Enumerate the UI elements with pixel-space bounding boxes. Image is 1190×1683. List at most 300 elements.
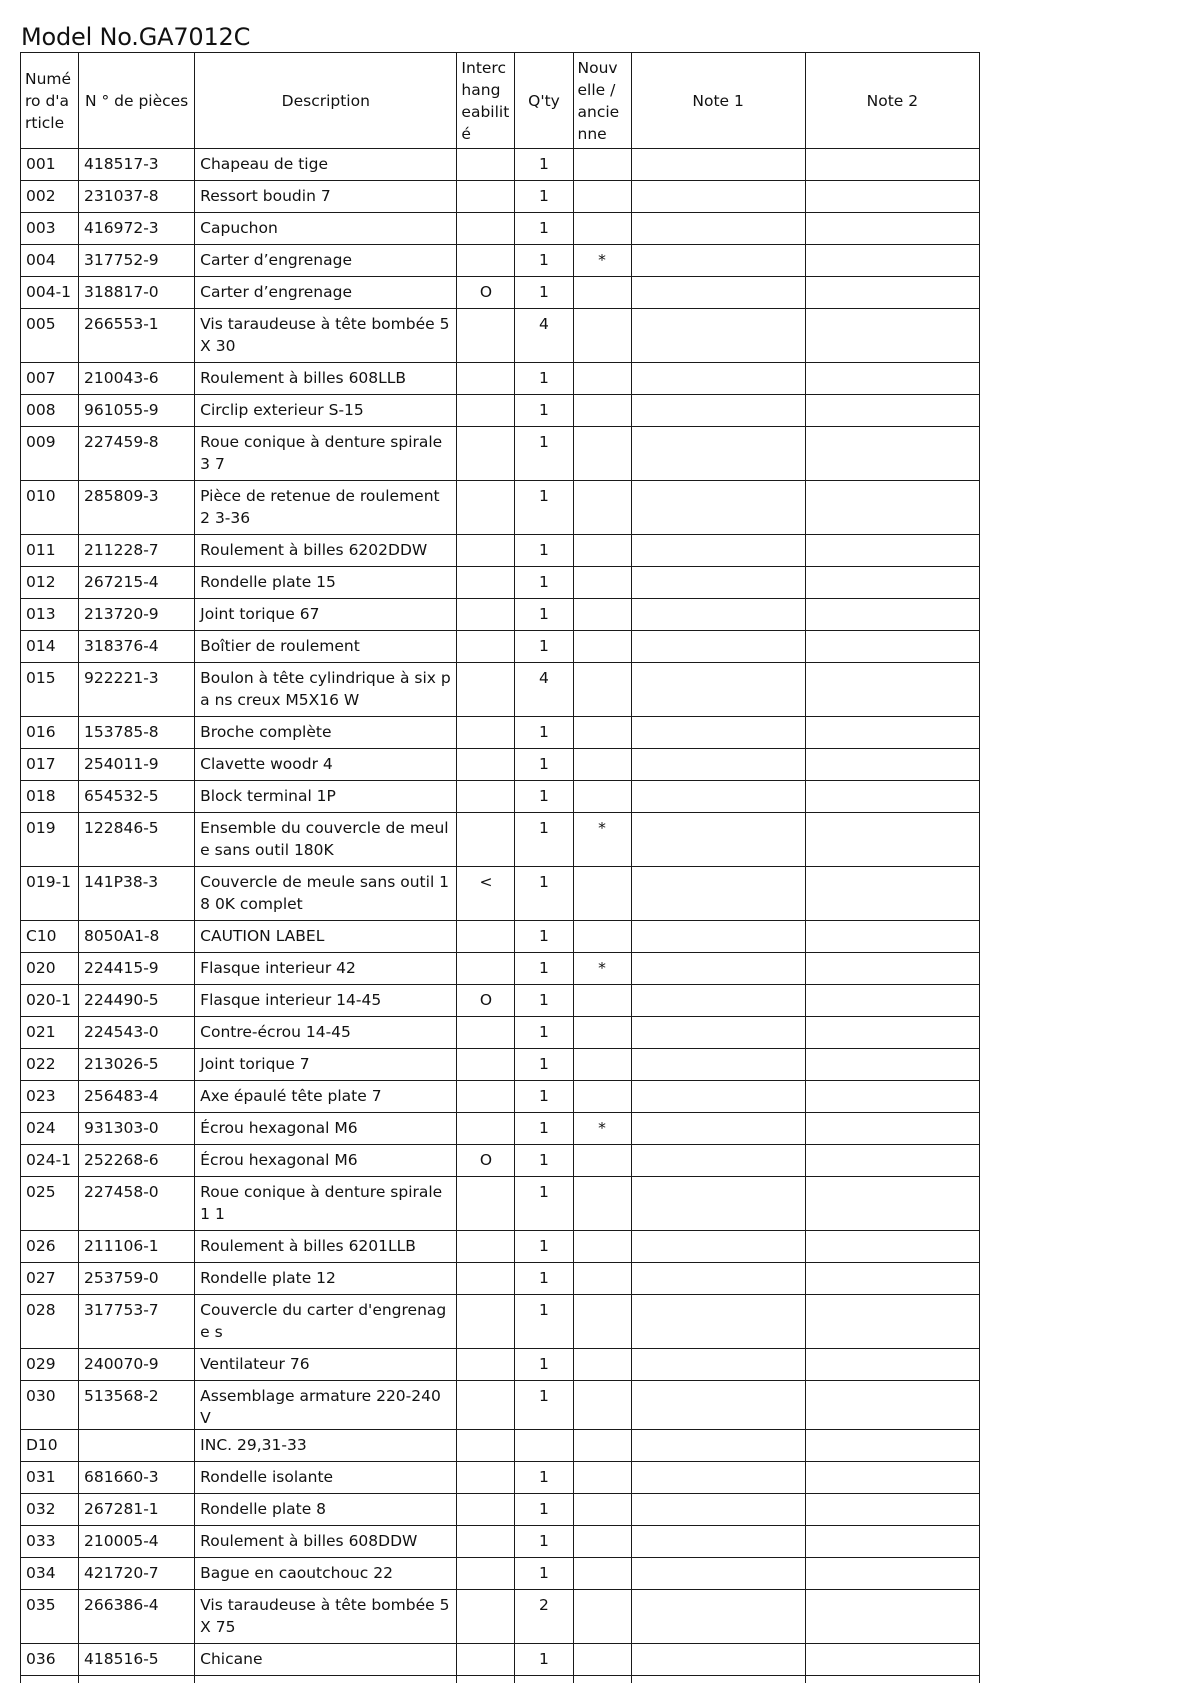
quantity-cell bbox=[515, 1430, 573, 1462]
quantity-cell: 1 bbox=[515, 149, 573, 181]
part-number-cell: 421720-7 bbox=[79, 1558, 195, 1590]
new-old-cell bbox=[573, 277, 631, 309]
table-row bbox=[21, 567, 980, 599]
note-2-cell bbox=[805, 427, 979, 481]
quantity-cell: 1 bbox=[515, 277, 573, 309]
table-row bbox=[21, 1295, 980, 1349]
new-old-cell bbox=[573, 1494, 631, 1526]
note-2-cell bbox=[805, 567, 979, 599]
new-old-cell bbox=[573, 1526, 631, 1558]
item-number-cell: 012 bbox=[21, 567, 79, 599]
description-cell: Rondelle plate 8 bbox=[195, 1494, 457, 1526]
new-old-cell bbox=[573, 181, 631, 213]
note-1-cell bbox=[631, 245, 805, 277]
quantity-cell: 1 bbox=[515, 1145, 573, 1177]
interchangeability-cell bbox=[457, 149, 515, 181]
note-1-cell bbox=[631, 717, 805, 749]
table-row bbox=[21, 1676, 980, 1683]
description-cell: Boîtier de roulement bbox=[195, 631, 457, 663]
item-number-cell: 035 bbox=[21, 1590, 79, 1644]
quantity-cell: 1 bbox=[515, 245, 573, 277]
note-2-cell bbox=[805, 1644, 979, 1676]
quantity-cell: 1 bbox=[515, 395, 573, 427]
description-cell: Écrou hexagonal M6 bbox=[195, 1113, 457, 1145]
table-row bbox=[21, 1263, 980, 1295]
table-row bbox=[21, 631, 980, 663]
new-old-cell bbox=[573, 1231, 631, 1263]
note-2-cell bbox=[805, 1494, 979, 1526]
description-cell: Carter d’engrenage bbox=[195, 245, 457, 277]
note-1-cell bbox=[631, 213, 805, 245]
item-number-cell: 034 bbox=[21, 1558, 79, 1590]
new-old-cell bbox=[573, 631, 631, 663]
new-old-cell bbox=[573, 1145, 631, 1177]
part-number-cell: 210043-6 bbox=[79, 363, 195, 395]
description-cell: Vis taraudeuse à tête bombée 5X 30 bbox=[195, 309, 457, 363]
part-number-cell: 213720-9 bbox=[79, 599, 195, 631]
note-1-cell bbox=[631, 663, 805, 717]
note-1-cell bbox=[631, 953, 805, 985]
note-2-cell bbox=[805, 363, 979, 395]
header-part-number: N ° de pièces bbox=[79, 53, 195, 149]
description-cell: Rondelle isolante bbox=[195, 1462, 457, 1494]
table-row bbox=[21, 245, 980, 277]
note-2-cell bbox=[805, 921, 979, 953]
interchangeability-cell bbox=[457, 395, 515, 427]
description-cell: Joint torique 67 bbox=[195, 599, 457, 631]
header-item-number: Numé ro d'a rticle bbox=[21, 53, 79, 149]
item-number-cell: D10 bbox=[21, 1430, 79, 1462]
note-1-cell bbox=[631, 181, 805, 213]
description-cell: Flasque interieur 42 bbox=[195, 953, 457, 985]
quantity-cell: 1 bbox=[515, 481, 573, 535]
description-cell: Pièce de retenue de roulement 2 3-36 bbox=[195, 481, 457, 535]
item-number-cell: 028 bbox=[21, 1295, 79, 1349]
interchangeability-cell: O bbox=[457, 1145, 515, 1177]
table-row bbox=[21, 867, 980, 921]
empty-cell bbox=[573, 1676, 631, 1683]
part-number-cell: 318376-4 bbox=[79, 631, 195, 663]
item-number-cell: 013 bbox=[21, 599, 79, 631]
note-2-cell bbox=[805, 631, 979, 663]
interchangeability-cell bbox=[457, 1430, 515, 1462]
part-number-cell: 266386-4 bbox=[79, 1590, 195, 1644]
item-number-cell: 024-1 bbox=[21, 1145, 79, 1177]
table-row bbox=[21, 1081, 980, 1113]
note-2-cell bbox=[805, 985, 979, 1017]
item-number-cell: 033 bbox=[21, 1526, 79, 1558]
description-cell: Capuchon bbox=[195, 213, 457, 245]
item-number-cell: 002 bbox=[21, 181, 79, 213]
new-old-cell bbox=[573, 427, 631, 481]
table-row bbox=[21, 363, 980, 395]
item-number-cell: 008 bbox=[21, 395, 79, 427]
new-old-cell bbox=[573, 567, 631, 599]
note-2-cell bbox=[805, 1145, 979, 1177]
note-2-cell bbox=[805, 1177, 979, 1231]
quantity-cell: 1 bbox=[515, 1049, 573, 1081]
part-number-cell: 252268-6 bbox=[79, 1145, 195, 1177]
interchangeability-cell bbox=[457, 1081, 515, 1113]
quantity-cell: 4 bbox=[515, 663, 573, 717]
part-number-cell: 266553-1 bbox=[79, 309, 195, 363]
new-old-cell bbox=[573, 213, 631, 245]
part-number-cell: 961055-9 bbox=[79, 395, 195, 427]
quantity-cell: 1 bbox=[515, 717, 573, 749]
table-row bbox=[21, 309, 980, 363]
quantity-cell: 1 bbox=[515, 1558, 573, 1590]
new-old-cell bbox=[573, 363, 631, 395]
new-old-cell bbox=[573, 1590, 631, 1644]
note-1-cell bbox=[631, 363, 805, 395]
interchangeability-cell bbox=[457, 1381, 515, 1430]
description-cell: Écrou hexagonal M6 bbox=[195, 1145, 457, 1177]
part-number-cell: 267281-1 bbox=[79, 1494, 195, 1526]
note-2-cell bbox=[805, 1381, 979, 1430]
part-number-cell: 418516-5 bbox=[79, 1644, 195, 1676]
quantity-cell: 1 bbox=[515, 749, 573, 781]
note-1-cell bbox=[631, 567, 805, 599]
item-number-cell: 019-1 bbox=[21, 867, 79, 921]
part-number-cell: 227459-8 bbox=[79, 427, 195, 481]
part-number-cell: 681660-3 bbox=[79, 1462, 195, 1494]
note-1-cell bbox=[631, 599, 805, 631]
part-number-cell: 211106-1 bbox=[79, 1231, 195, 1263]
note-2-cell bbox=[805, 309, 979, 363]
description-cell: Ensemble du couvercle de meule sans outil 180K bbox=[195, 813, 457, 867]
note-2-cell bbox=[805, 395, 979, 427]
quantity-cell: 1 bbox=[515, 1263, 573, 1295]
interchangeability-cell bbox=[457, 1590, 515, 1644]
description-cell: Vis taraudeuse à tête bombée 5X 75 bbox=[195, 1590, 457, 1644]
new-old-cell bbox=[573, 1263, 631, 1295]
quantity-cell: 1 bbox=[515, 1526, 573, 1558]
part-number-cell: 210005-4 bbox=[79, 1526, 195, 1558]
item-number-cell: 020-1 bbox=[21, 985, 79, 1017]
note-1-cell bbox=[631, 921, 805, 953]
item-number-cell: 027 bbox=[21, 1263, 79, 1295]
new-old-cell bbox=[573, 1349, 631, 1381]
table-row bbox=[21, 213, 980, 245]
new-old-cell bbox=[573, 1295, 631, 1349]
parts-table bbox=[20, 52, 980, 1683]
interchangeability-cell bbox=[457, 781, 515, 813]
table-row bbox=[21, 1145, 980, 1177]
table-row bbox=[21, 749, 980, 781]
table-row bbox=[21, 1526, 980, 1558]
interchangeability-cell bbox=[457, 749, 515, 781]
new-old-cell bbox=[573, 781, 631, 813]
table-row bbox=[21, 395, 980, 427]
quantity-cell: 1 bbox=[515, 953, 573, 985]
quantity-cell: 1 bbox=[515, 213, 573, 245]
table-row bbox=[21, 1049, 980, 1081]
description-cell: Ressort boudin 7 bbox=[195, 181, 457, 213]
item-number-cell: 005 bbox=[21, 309, 79, 363]
empty-cell bbox=[21, 1676, 79, 1683]
quantity-cell: 4 bbox=[515, 309, 573, 363]
interchangeability-cell bbox=[457, 309, 515, 363]
part-number-cell: 317753-7 bbox=[79, 1295, 195, 1349]
item-number-cell: 015 bbox=[21, 663, 79, 717]
header-interchangeability: Interc hang eabilit é bbox=[457, 53, 515, 149]
interchangeability-cell bbox=[457, 1113, 515, 1145]
new-old-cell bbox=[573, 717, 631, 749]
interchangeability-cell bbox=[457, 1349, 515, 1381]
new-old-cell bbox=[573, 921, 631, 953]
table-row bbox=[21, 1349, 980, 1381]
new-old-cell bbox=[573, 663, 631, 717]
part-number-cell: 122846-5 bbox=[79, 813, 195, 867]
description-cell: Flasque interieur 14-45 bbox=[195, 985, 457, 1017]
interchangeability-cell bbox=[457, 921, 515, 953]
note-2-cell bbox=[805, 749, 979, 781]
quantity-cell: 1 bbox=[515, 813, 573, 867]
description-cell: Circlip exterieur S-15 bbox=[195, 395, 457, 427]
description-cell: Couvercle de meule sans outil 18 0K complet bbox=[195, 867, 457, 921]
note-1-cell bbox=[631, 309, 805, 363]
note-1-cell bbox=[631, 1644, 805, 1676]
part-number-cell: 513568-2 bbox=[79, 1381, 195, 1430]
header-description: Description bbox=[195, 53, 457, 149]
interchangeability-cell bbox=[457, 1494, 515, 1526]
model-title: Model No.GA7012C bbox=[21, 23, 251, 51]
interchangeability-cell bbox=[457, 213, 515, 245]
part-number-cell: 8050A1-8 bbox=[79, 921, 195, 953]
part-number-cell: 231037-8 bbox=[79, 181, 195, 213]
note-2-cell bbox=[805, 1113, 979, 1145]
quantity-cell: 1 bbox=[515, 599, 573, 631]
part-number-cell: 213026-5 bbox=[79, 1049, 195, 1081]
table-row bbox=[21, 1644, 980, 1676]
item-number-cell: 025 bbox=[21, 1177, 79, 1231]
new-old-cell bbox=[573, 1081, 631, 1113]
note-1-cell bbox=[631, 867, 805, 921]
note-2-cell bbox=[805, 1590, 979, 1644]
part-number-cell: 253759-0 bbox=[79, 1263, 195, 1295]
description-cell: INC. 29,31-33 bbox=[195, 1430, 457, 1462]
description-cell: Joint torique 7 bbox=[195, 1049, 457, 1081]
quantity-cell: 1 bbox=[515, 1381, 573, 1430]
item-number-cell: 018 bbox=[21, 781, 79, 813]
note-2-cell bbox=[805, 1017, 979, 1049]
note-1-cell bbox=[631, 149, 805, 181]
item-number-cell: C10 bbox=[21, 921, 79, 953]
description-cell: Rondelle plate 15 bbox=[195, 567, 457, 599]
interchangeability-cell bbox=[457, 181, 515, 213]
note-1-cell bbox=[631, 813, 805, 867]
new-old-cell: * bbox=[573, 813, 631, 867]
table-row bbox=[21, 1113, 980, 1145]
item-number-cell: 007 bbox=[21, 363, 79, 395]
interchangeability-cell bbox=[457, 245, 515, 277]
part-number-cell: 254011-9 bbox=[79, 749, 195, 781]
item-number-cell: 032 bbox=[21, 1494, 79, 1526]
table-row bbox=[21, 953, 980, 985]
description-cell: Roulement à billes 608DDW bbox=[195, 1526, 457, 1558]
new-old-cell bbox=[573, 1017, 631, 1049]
interchangeability-cell bbox=[457, 631, 515, 663]
table-row bbox=[21, 921, 980, 953]
description-cell: Chapeau de tige bbox=[195, 149, 457, 181]
item-number-cell: 019 bbox=[21, 813, 79, 867]
new-old-cell bbox=[573, 749, 631, 781]
quantity-cell: 1 bbox=[515, 1177, 573, 1231]
part-number-cell: 317752-9 bbox=[79, 245, 195, 277]
interchangeability-cell bbox=[457, 427, 515, 481]
description-cell: CAUTION LABEL bbox=[195, 921, 457, 953]
interchangeability-cell bbox=[457, 1526, 515, 1558]
new-old-cell bbox=[573, 149, 631, 181]
description-cell: Ventilateur 76 bbox=[195, 1349, 457, 1381]
part-number-cell: 318817-0 bbox=[79, 277, 195, 309]
quantity-cell: 1 bbox=[515, 567, 573, 599]
table-row bbox=[21, 427, 980, 481]
item-number-cell: 004-1 bbox=[21, 277, 79, 309]
interchangeability-cell bbox=[457, 663, 515, 717]
new-old-cell: * bbox=[573, 245, 631, 277]
table-row bbox=[21, 781, 980, 813]
note-1-cell bbox=[631, 1590, 805, 1644]
note-1-cell bbox=[631, 985, 805, 1017]
note-2-cell bbox=[805, 813, 979, 867]
quantity-cell: 1 bbox=[515, 631, 573, 663]
interchangeability-cell: O bbox=[457, 277, 515, 309]
new-old-cell bbox=[573, 1644, 631, 1676]
item-number-cell: 023 bbox=[21, 1081, 79, 1113]
interchangeability-cell bbox=[457, 1177, 515, 1231]
note-1-cell bbox=[631, 1263, 805, 1295]
interchangeability-cell bbox=[457, 953, 515, 985]
note-2-cell bbox=[805, 867, 979, 921]
part-number-cell: 211228-7 bbox=[79, 535, 195, 567]
part-number-cell: 224543-0 bbox=[79, 1017, 195, 1049]
note-1-cell bbox=[631, 1145, 805, 1177]
item-number-cell: 030 bbox=[21, 1381, 79, 1430]
note-2-cell bbox=[805, 277, 979, 309]
description-cell: Clavette woodr 4 bbox=[195, 749, 457, 781]
description-cell: Broche complète bbox=[195, 717, 457, 749]
note-1-cell bbox=[631, 1017, 805, 1049]
note-2-cell bbox=[805, 535, 979, 567]
note-1-cell bbox=[631, 781, 805, 813]
note-2-cell bbox=[805, 1295, 979, 1349]
description-cell: Contre-écrou 14-45 bbox=[195, 1017, 457, 1049]
interchangeability-cell bbox=[457, 1231, 515, 1263]
new-old-cell bbox=[573, 1462, 631, 1494]
note-2-cell bbox=[805, 149, 979, 181]
note-2-cell bbox=[805, 717, 979, 749]
note-2-cell bbox=[805, 181, 979, 213]
empty-cell bbox=[457, 1676, 515, 1683]
note-1-cell bbox=[631, 277, 805, 309]
interchangeability-cell bbox=[457, 1263, 515, 1295]
part-number-cell bbox=[79, 1430, 195, 1462]
note-1-cell bbox=[631, 1558, 805, 1590]
interchangeability-cell bbox=[457, 599, 515, 631]
part-number-cell: 267215-4 bbox=[79, 567, 195, 599]
table-row bbox=[21, 813, 980, 867]
description-cell: Roue conique à denture spirale 1 1 bbox=[195, 1177, 457, 1231]
note-2-cell bbox=[805, 1231, 979, 1263]
quantity-cell: 1 bbox=[515, 1644, 573, 1676]
item-number-cell: 029 bbox=[21, 1349, 79, 1381]
new-old-cell bbox=[573, 1558, 631, 1590]
part-number-cell: 931303-0 bbox=[79, 1113, 195, 1145]
item-number-cell: 004 bbox=[21, 245, 79, 277]
item-number-cell: 003 bbox=[21, 213, 79, 245]
description-cell: Block terminal 1P bbox=[195, 781, 457, 813]
empty-cell bbox=[515, 1676, 573, 1683]
new-old-cell bbox=[573, 395, 631, 427]
table-body bbox=[21, 149, 980, 1683]
interchangeability-cell bbox=[457, 1017, 515, 1049]
description-cell: Boulon à tête cylindrique à six pa ns creux M5X16 W bbox=[195, 663, 457, 717]
interchangeability-cell bbox=[457, 1295, 515, 1349]
note-1-cell bbox=[631, 1430, 805, 1462]
note-1-cell bbox=[631, 1295, 805, 1349]
part-number-cell: 141P38-3 bbox=[79, 867, 195, 921]
note-1-cell bbox=[631, 749, 805, 781]
new-old-cell bbox=[573, 309, 631, 363]
item-number-cell: 031 bbox=[21, 1462, 79, 1494]
note-2-cell bbox=[805, 953, 979, 985]
table-row bbox=[21, 1430, 980, 1462]
table-row bbox=[21, 1177, 980, 1231]
item-number-cell: 024 bbox=[21, 1113, 79, 1145]
part-number-cell: 153785-8 bbox=[79, 717, 195, 749]
table-row bbox=[21, 1590, 980, 1644]
item-number-cell: 010 bbox=[21, 481, 79, 535]
item-number-cell: 020 bbox=[21, 953, 79, 985]
note-1-cell bbox=[631, 1081, 805, 1113]
note-2-cell bbox=[805, 245, 979, 277]
interchangeability-cell bbox=[457, 813, 515, 867]
note-1-cell bbox=[631, 1049, 805, 1081]
description-cell: Rondelle plate 12 bbox=[195, 1263, 457, 1295]
part-number-cell: 416972-3 bbox=[79, 213, 195, 245]
item-number-cell: 022 bbox=[21, 1049, 79, 1081]
note-2-cell bbox=[805, 1349, 979, 1381]
description-cell: Roue conique à denture spirale 3 7 bbox=[195, 427, 457, 481]
description-cell: Roulement à billes 6201LLB bbox=[195, 1231, 457, 1263]
header-new-old: Nouv elle / ancie nne bbox=[573, 53, 631, 149]
note-2-cell bbox=[805, 481, 979, 535]
item-number-cell: 014 bbox=[21, 631, 79, 663]
new-old-cell bbox=[573, 481, 631, 535]
note-1-cell bbox=[631, 481, 805, 535]
note-1-cell bbox=[631, 1349, 805, 1381]
interchangeability-cell bbox=[457, 1558, 515, 1590]
note-1-cell bbox=[631, 1494, 805, 1526]
table-row bbox=[21, 149, 980, 181]
quantity-cell: 1 bbox=[515, 1017, 573, 1049]
part-number-cell: 418517-3 bbox=[79, 149, 195, 181]
quantity-cell: 1 bbox=[515, 1231, 573, 1263]
part-number-cell: 227458-0 bbox=[79, 1177, 195, 1231]
table-row bbox=[21, 1381, 980, 1430]
new-old-cell bbox=[573, 985, 631, 1017]
note-2-cell bbox=[805, 1081, 979, 1113]
empty-cell bbox=[805, 1676, 979, 1683]
description-cell: Roulement à billes 608LLB bbox=[195, 363, 457, 395]
note-1-cell bbox=[631, 1526, 805, 1558]
new-old-cell: * bbox=[573, 953, 631, 985]
table-row bbox=[21, 599, 980, 631]
new-old-cell: * bbox=[573, 1113, 631, 1145]
quantity-cell: 1 bbox=[515, 427, 573, 481]
table-row bbox=[21, 1462, 980, 1494]
